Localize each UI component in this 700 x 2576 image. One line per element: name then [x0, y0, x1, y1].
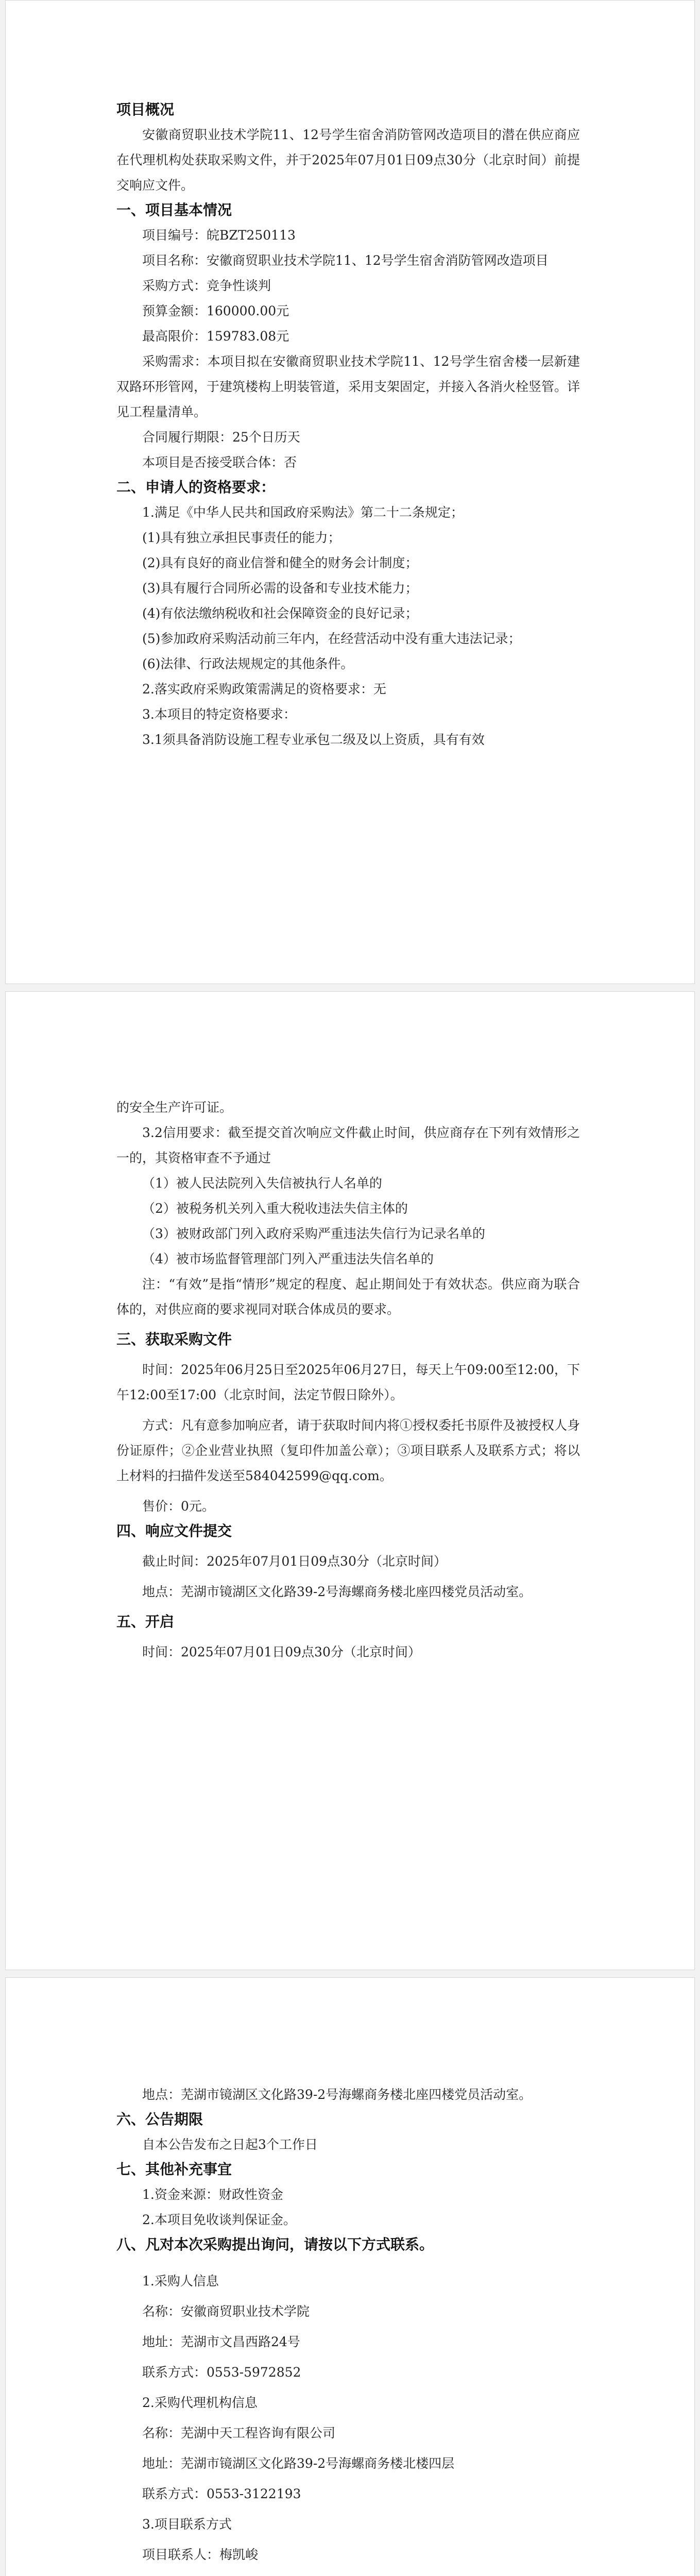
spacer — [116, 2476, 580, 2481]
page-3-content — [116, 2082, 580, 2576]
credit-item: （3）被财政部门列入政府采购严重违法失信行为记录名单的 — [142, 1226, 485, 1241]
purchaser-name: 名称：安徽商贸职业技术学院 — [142, 2304, 310, 2319]
overview-title: 项目概况 — [116, 101, 175, 118]
section-6-title: 六、公告期限 — [116, 2111, 203, 2128]
spacer — [116, 1488, 580, 1494]
spacer — [116, 1544, 580, 1549]
requirement-3-2: 3.2信用要求：截至提交首次响应文件截止时间，供应商存在下列有效情形之一的，其资格审查不予通过 — [116, 1125, 580, 1165]
spacer — [116, 2506, 580, 2512]
requirement-3-1-continued: 的安全生产许可证。 — [116, 1100, 233, 1115]
overview-text: 安徽商贸职业技术学院11、12号学生宿舍消防管网改造项目的潜在供应商应在代理机构处获取采购文件，并于2025年07月01日09点30分（北京时间）前提交响应文件。 — [116, 127, 580, 193]
section-8-title: 八、凡对本次采购提出询问，请按以下方式联系。 — [116, 2236, 434, 2253]
spacer — [116, 2354, 580, 2360]
credit-item: （4）被市场监督管理部门列入严重违法失信名单的 — [142, 1251, 434, 1266]
project-contact-phone — [116, 2572, 580, 2576]
project-contact-heading: 3.项目联系方式 — [142, 2517, 232, 2532]
credit-item: （1）被人民法院列入失信被执行人名单的 — [142, 1176, 382, 1191]
purchaser-address: 地址：芜湖市文昌西路24号 — [142, 2334, 300, 2349]
project-name: 项目名称：安徽商贸职业技术学院11、12号学生宿舍消防管网改造项目 — [142, 253, 549, 268]
requirement-1-item: (1)具有独立承担民事责任的能力； — [142, 530, 341, 545]
project-number: 项目编号：皖BZT250113 — [142, 228, 296, 243]
requirement-1-item: (5)参加政府采购活动前三年内，在经营活动中没有重大违法记录； — [142, 631, 521, 646]
contract-period: 合同履行期限：25个日历天 — [142, 430, 300, 445]
requirement-1-item: (2)具有良好的商业信誉和健全的财务会计制度； — [142, 555, 418, 570]
max-price: 最高限价：159783.08元 — [142, 329, 289, 344]
announcement-period: 自本公告发布之日起3个工作日 — [142, 2137, 318, 2152]
section-1-title: 一、项目基本情况 — [116, 201, 232, 218]
spacer — [116, 2294, 580, 2299]
section-3-title: 三、获取采购文件 — [116, 1331, 232, 1348]
spacer — [116, 1604, 580, 1609]
spacer — [116, 2446, 580, 2451]
submission-deadline: 截止时间：2025年07月01日09点30分（北京时间） — [142, 1554, 447, 1569]
consortium-accepted: 本项目是否接受联合体：否 — [142, 455, 297, 470]
credit-item: （2）被税务机关列入重大税收违法失信主体的 — [142, 1201, 408, 1216]
requirement-1-item: (6)法律、行政法规规定的其他条件。 — [142, 656, 354, 671]
page-1-content — [116, 97, 580, 752]
section-7-title: 七、其他补充事宜 — [116, 2161, 232, 2178]
agency-heading: 2.采购代理机构信息 — [142, 2395, 258, 2410]
procurement-method: 采购方式：竞争性谈判 — [142, 278, 271, 293]
requirement-1-item: (4)有依法缴纳税收和社会保障资金的良好记录； — [142, 606, 418, 621]
spacer — [116, 2537, 580, 2542]
document-price: 售价：0元。 — [142, 1499, 215, 1514]
spacer — [116, 2385, 580, 2390]
obtain-method: 方式：凡有意参加响应者，请于获取时间内将①授权委托书原件及被授权人身份证原件；②企业营业执照（复印件加盖公章）；③项目联系人及联系方式；将以上材料的扫描件发送至584042599@qq.com。 — [116, 1418, 581, 1483]
section-4-title: 四、响应文件提交 — [116, 1522, 232, 1539]
document-page-1 — [5, 0, 695, 984]
submission-location: 地点：芜湖市镜湖区文化路39-2号海螺商务楼北座四楼党员活动室。 — [142, 1584, 532, 1599]
section-2-title: 二、申请人的资格要求： — [116, 479, 276, 496]
supplementary-item: 2.本项目免收谈判保证金。 — [142, 2212, 296, 2227]
page-2-content — [116, 1095, 580, 1665]
purchaser-heading: 1.采购人信息 — [142, 2274, 219, 2289]
document-page-3 — [5, 1977, 695, 2576]
procurement-requirement: 采购需求：本项目拟在安徽商贸职业技术学院11、12号学生宿舍楼一层新建双路环形管网，于建筑楼构上明装管道，采用支架固定，并接入各消火栓竖管。详见工程量清单。 — [116, 354, 581, 419]
spacer — [116, 2324, 580, 2329]
agency-name: 名称：芜湖中天工程咨询有限公司 — [142, 2426, 336, 2441]
spacer — [116, 1322, 580, 1327]
spacer — [116, 1574, 580, 1579]
spacer — [116, 1408, 580, 1413]
purchaser-contact: 联系方式：0553-5972852 — [142, 2365, 301, 2380]
requirement-1-item: (3)具有履行合同所必需的设备和专业技术能力； — [142, 581, 418, 596]
spacer — [116, 2257, 580, 2268]
requirement-2: 2.落实政府采购政策需满足的资格要求：无 — [142, 682, 386, 697]
agency-contact: 联系方式：0553-3122193 — [142, 2486, 301, 2501]
requirement-1: 1.满足《中华人民共和国政府采购法》第二十二条规定； — [142, 505, 464, 520]
agency-address: 地址：芜湖市镜湖区文化路39-2号海螺商务楼北楼四层 — [142, 2456, 455, 2471]
spacer — [116, 2567, 580, 2572]
spacer — [116, 2415, 580, 2420]
section-5-title: 五、开启 — [116, 1613, 175, 1630]
supplementary-item: 1.资金来源：财政性资金 — [142, 2187, 283, 2202]
credit-note: 注：“有效”是指“情形”规定的程度、起止期间处于有效状态。供应商为联合体的，对供应商的要求视同对联合体成员的要求。 — [116, 1277, 580, 1317]
obtain-time: 时间：2025年06月25日至2025年06月27日，每天上午09:00至12:00，下午12:00至17:00（北京时间，法定节假日除外）。 — [116, 1362, 580, 1402]
opening-location: 地点：芜湖市镜湖区文化路39-2号海螺商务楼北座四楼党员活动室。 — [142, 2087, 532, 2102]
project-contact-person: 项目联系人：梅凯峻 — [142, 2547, 259, 2562]
spacer — [116, 1634, 580, 1639]
requirement-3: 3.本项目的特定资格要求： — [142, 707, 296, 722]
requirement-3-1: 3.1须具备消防设施工程专业承包二级及以上资质，具有有效 — [142, 732, 485, 747]
budget-amount: 预算金额：160000.00元 — [142, 303, 289, 318]
opening-time: 时间：2025年07月01日09点30分（北京时间） — [142, 1645, 421, 1659]
document-page-2 — [5, 991, 695, 1970]
spacer — [116, 1352, 580, 1357]
